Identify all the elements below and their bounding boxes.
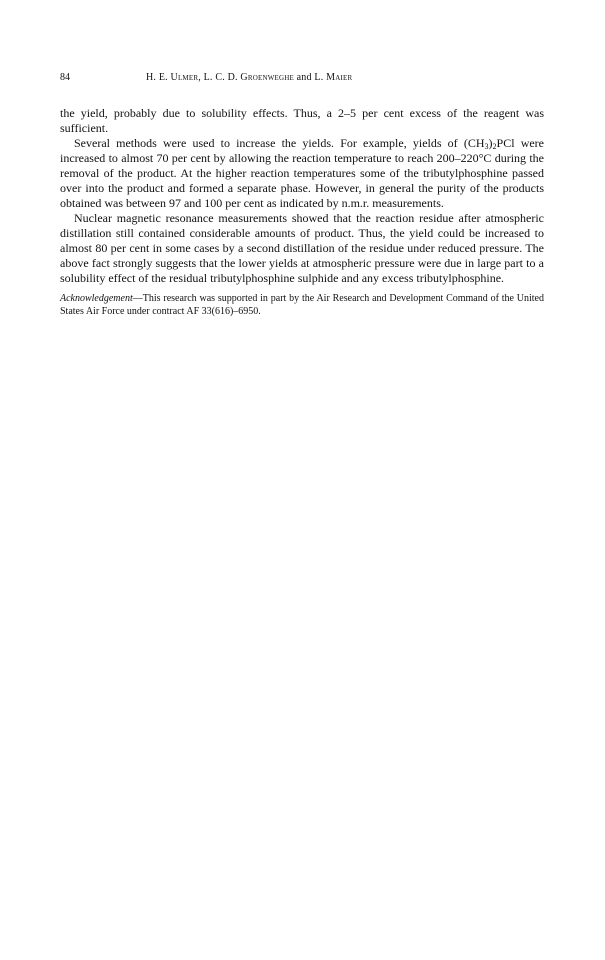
author-separator-and: and: [293, 72, 315, 83]
paragraph-2-text-a: Several methods were used to increase the yields. For example, yields of (CH: [74, 136, 485, 150]
paragraph-1: the yield, probably due to solubility effects. Thus, a 2–5 per cent excess of the reagent was sufficient.: [60, 106, 544, 135]
paragraph-2: [60, 136, 544, 211]
subscript-2: 2: [492, 142, 497, 151]
author-2-initials: L. C. D.: [203, 72, 241, 83]
running-head: [60, 70, 544, 86]
author-line: [146, 70, 352, 86]
acknowledgement-dash: —: [132, 293, 143, 304]
page-number: 84: [60, 72, 70, 83]
author-separator: ,: [198, 72, 204, 83]
author-2-surname: Groenweghe: [240, 72, 294, 83]
acknowledgement: [60, 292, 544, 318]
paragraph-3: Nuclear magnetic resonance measurements showed that the reaction residue after atmospheric distillation still contained considerable amounts of product. Thus, the yield could be increased to almost 80 per cent in some cases by a second distillation of the residue under reduced pressure. The above fact strongly suggests that the lower yields at atmospheric pressure were due in large part to a solubility effect of the residual tributylphosphine sulphide and any excess tributylphosphine.: [60, 211, 544, 285]
paragraph-2-text-c: PCl were increased to almost 70 per cent by allowing the reaction temperature to reach 200–220°C during the removal of the product. At the higher reaction temperatures some of the tributylphosphine passed over into the product and formed a separate phase. However, in general the purity of the products obtained was between 97 and 100 per cent as indicated by n.m.r. measurements.: [60, 136, 545, 210]
paragraph-2-text-b: ): [488, 136, 493, 150]
author-1-initials: H. E.: [146, 72, 171, 83]
subscript-3: 3: [484, 142, 489, 151]
page: [60, 70, 544, 318]
author-3-initials: L.: [314, 72, 327, 83]
acknowledgement-heading: Acknowledgement: [60, 293, 133, 304]
author-3-surname: Maier: [326, 72, 353, 83]
author-1-surname: Ulmer: [170, 72, 199, 83]
body-text: [60, 106, 544, 286]
acknowledgement-text: This research was supported in part by the Air Research and Development Command of the United States Air Force under contract AF 33(616)–6950.: [60, 293, 544, 317]
